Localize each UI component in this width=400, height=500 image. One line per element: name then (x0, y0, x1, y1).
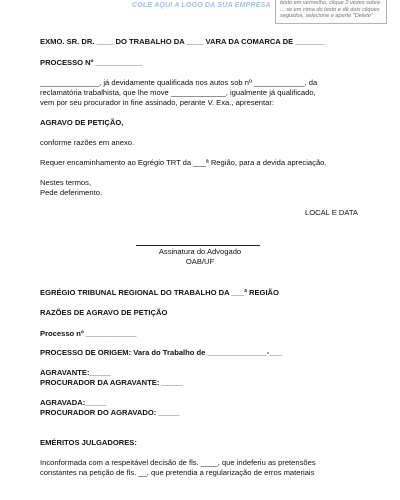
intro-line-3: vem por seu procurador in fine assinado, perante V. Exa., apresentar: (40, 98, 274, 107)
instruction-tooltip: texto em vermelho, clique 2 vezes sobre ... se em cima do texto e dê dois cliques seguidos, selecione e aperte "Delete" (275, 0, 387, 24)
signature-label: Assinatura do Advogado (158, 247, 242, 256)
place-date: LOCAL E DATA (304, 208, 358, 217)
logo-placeholder-text: COLE AQUI A LOGO DA SUA EMPRESA (132, 2, 271, 9)
intro-line-2: reclamatória trabalhista, que lhe move _____________, igualmente já qualificado, (40, 88, 316, 97)
final-line-2: constantes na petição de fls. __, que pretendia a regularização de erros materiais (40, 468, 315, 477)
petition-heading: AGRAVO DE PETIÇÃO, (40, 118, 124, 127)
closing-line-1: Nestes termos, (40, 178, 92, 187)
appellant-line: AGRAVANTE:_____ (40, 368, 111, 377)
reasons-line: conforme razões em anexo. (40, 138, 135, 147)
reasons-title: RAZÕES DE AGRAVO DE PETIÇÃO (40, 308, 168, 317)
court-heading: EGRÉGIO TRIBUNAL REGIONAL DO TRABALHO DA ___ª REGIÃO (40, 288, 279, 297)
signature-line (136, 245, 260, 246)
appellee-attorney-line: PROCURADOR DO AGRAVADO: _____ (40, 408, 180, 417)
origin-line: PROCESSO DE ORIGEM: Vara do Trabalho de ______________-___ (40, 348, 282, 357)
process-no-line: Processo nº ____________ (40, 329, 137, 338)
addressee-line: EXMO. SR. DR. ____ DO TRABALHO DA ____ VARA DA COMARCA DE _______ (40, 37, 325, 46)
intro-line-1: ______________, já devidamente qualificada nos autos sob nº ____________, da (40, 78, 318, 87)
closing-line-2: Pede deferimento. (40, 188, 103, 197)
appellee-line: AGRAVADA:_____ (40, 398, 107, 407)
request-line: Requer encaminhamento ao Egrégio TRT da ___ª Região, para a devida apreciação. (40, 158, 327, 167)
process-number-line: PROCESSO Nº ___________ (40, 58, 142, 67)
final-line-1: Inconformada com a respeitável decisão de fls. ____, que indeferiu as pretensões (40, 458, 316, 467)
signature-oab: OAB/UF (185, 257, 215, 266)
appellant-attorney-line: PROCURADOR DA AGRAVANTE: _____ (40, 378, 183, 387)
judges-heading: EMÉRITOS JULGADORES: (40, 438, 137, 447)
